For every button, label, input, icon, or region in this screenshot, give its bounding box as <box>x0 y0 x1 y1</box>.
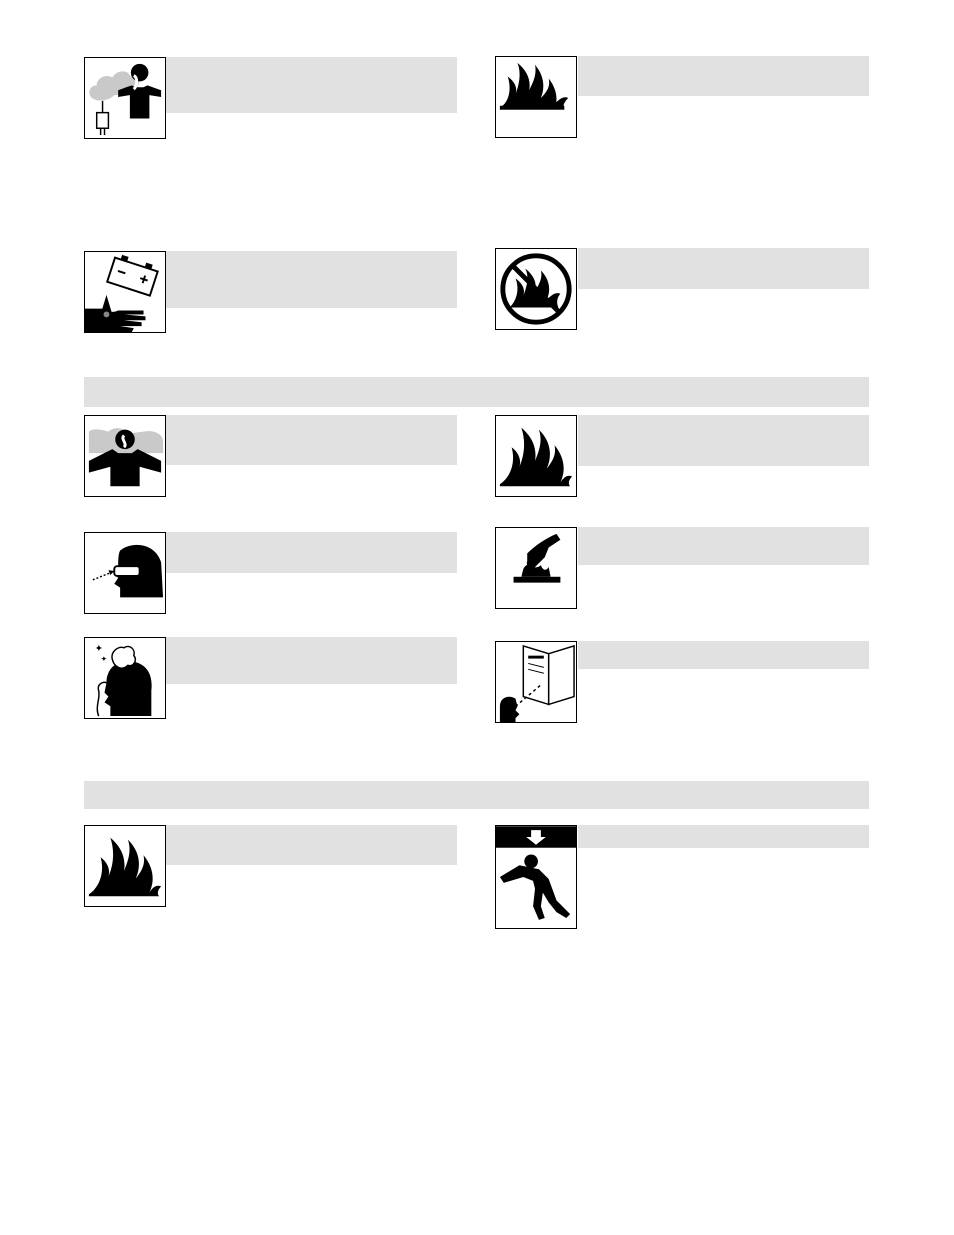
hazard-text-bar <box>578 825 869 848</box>
battery-acid-hand-icon <box>84 251 166 333</box>
falling-object-person-icon <box>495 825 577 929</box>
eye-protection-goggles-icon <box>84 532 166 614</box>
fire-icon <box>495 56 577 138</box>
hot-surface-hand-icon <box>495 527 577 609</box>
hazard-text-bar <box>166 825 457 865</box>
hazard-text-bar <box>578 415 869 466</box>
svg-text:✦: ✦ <box>94 643 103 655</box>
hazard-text-bar <box>166 415 457 465</box>
hazard-text-bar <box>578 248 869 289</box>
svg-text:✦: ✦ <box>100 654 108 664</box>
section-header <box>84 377 869 407</box>
hazard-text-bar <box>578 56 869 96</box>
hazard-text-bar <box>578 527 869 565</box>
noise-hearing-icon <box>84 637 166 719</box>
section-header <box>84 781 869 809</box>
hazard-text-bar <box>166 57 457 113</box>
read-manual-icon <box>495 641 577 723</box>
hazard-text-bar <box>166 532 457 573</box>
hazard-text-bar <box>166 637 457 684</box>
hazard-text-bar <box>166 251 457 308</box>
fire-icon-3 <box>84 825 166 907</box>
no-open-flame-icon <box>495 248 577 330</box>
breathing-fumes-icon <box>84 415 166 497</box>
fire-icon-2 <box>495 415 577 497</box>
hazard-text-bar <box>578 641 869 669</box>
fumes-from-battery-icon <box>84 57 166 139</box>
